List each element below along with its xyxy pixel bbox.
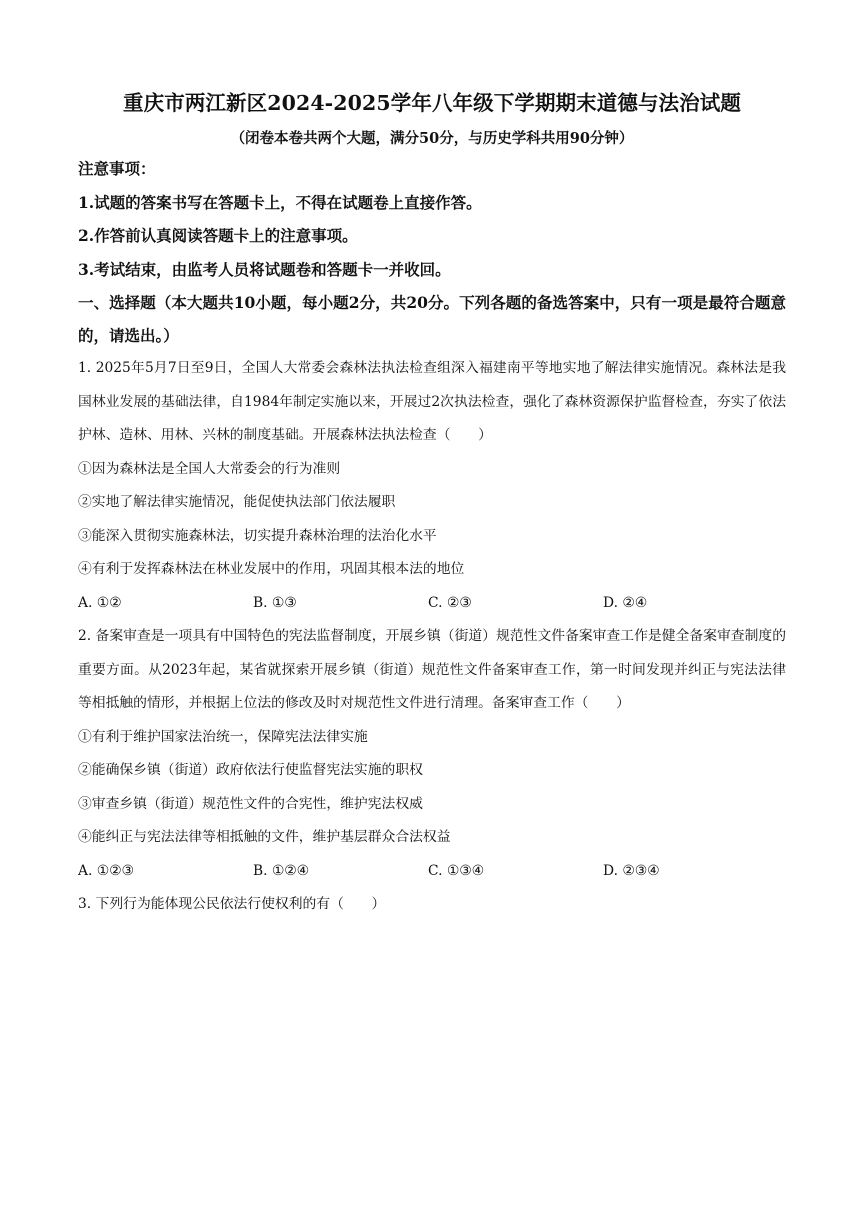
question-1-choices — [78, 587, 786, 621]
question-1 — [78, 352, 786, 620]
question-2-statement-2: ②能确保乡镇（街道）政府依法行使监督宪法实施的职权 — [78, 762, 423, 778]
question-1-stem: 1. 2025年5月7日至9日，全国人大常委会森林法执法检查组深入福建南平等地实地了解法律实施情况。森林法是我国林业发展的基础法律，自1984年制定实施以来，开展过2次执法检查，强化了森林资源保护监督检查，夯实了依法护林、造林、用林、兴林的制度基础。开展森林法执法检查（ ） — [78, 360, 786, 443]
question-3-stem: 3. 下列行为能体现公民依法行使权利的有（ ） — [78, 896, 386, 912]
notice-item-2: 2.作答前认真阅读答题卡上的注意事项。 — [78, 226, 358, 245]
notice-heading: 注意事项： — [78, 159, 156, 178]
question-2-choice-c: C. ①③④ — [428, 862, 484, 879]
question-1-statement-2: ②实地了解法律实施情况，能促使执法部门依法履职 — [78, 494, 396, 510]
question-2 — [78, 620, 786, 888]
question-1-statement-3: ③能深入贯彻实施森林法，切实提升森林治理的法治化水平 — [78, 527, 437, 544]
question-1-statement-1: ①因为森林法是全国人大常委会的行为准则 — [78, 460, 341, 477]
exam-page — [78, 84, 786, 922]
notice-item-3: 3.考试结束，由监考人员将试题卷和答题卡一并收回。 — [78, 259, 451, 279]
question-2-statement-3: ③审查乡镇（街道）规范性文件的合宪性，维护宪法权威 — [78, 795, 423, 812]
question-2-stem: 2. 备案审查是一项具有中国特色的宪法监督制度，开展乡镇（街道）规范性文件备案审查工作是健全备案审查制度的重要方面。从2023年起，某省就探索开展乡镇（街道）规范性文件备案审查工作，第一时间发现并纠正与宪法法律等相抵触的情形，并根据上位法的修改及时对规范性文件进行清理。备案审查工作（ ） — [78, 628, 786, 711]
notice-item-1: 1.试题的答案书写在答题卡上，不得在试题卷上直接作答。 — [78, 192, 482, 212]
exam-subtitle: （闭卷本卷共两个大题，满分50分，与历史学科共用90分钟） — [230, 130, 634, 147]
question-2-statement-1: ①有利于维护国家法治统一，保障宪法法律实施 — [78, 728, 368, 745]
question-1-choice-b: B. ①③ — [253, 594, 297, 611]
question-2-choice-a: A. ①②③ — [78, 862, 134, 879]
exam-title: 重庆市两江新区2024-2025学年八年级下学期期末道德与法治试题 — [123, 91, 741, 115]
question-3 — [78, 888, 786, 922]
question-2-choice-d: D. ②③④ — [603, 862, 660, 879]
question-1-statement-4: ④有利于发挥森林法在林业发展中的作用，巩固其根本法的地位 — [78, 561, 465, 577]
question-2-choice-b: B. ①②④ — [253, 862, 310, 879]
question-1-choice-d: D. ②④ — [603, 594, 648, 611]
question-2-choices — [78, 855, 786, 889]
question-2-statement-4: ④能纠正与宪法法律等相抵触的文件，维护基层群众合法权益 — [78, 829, 451, 845]
section-1-heading: 一、选择题（本大题共10小题，每小题2分，共20分。下列各题的备选答案中，只有一项是最符合题意的，请选出。） — [78, 293, 786, 345]
question-1-choice-a: A. ①② — [78, 594, 122, 611]
question-1-choice-c: C. ②③ — [428, 594, 472, 611]
